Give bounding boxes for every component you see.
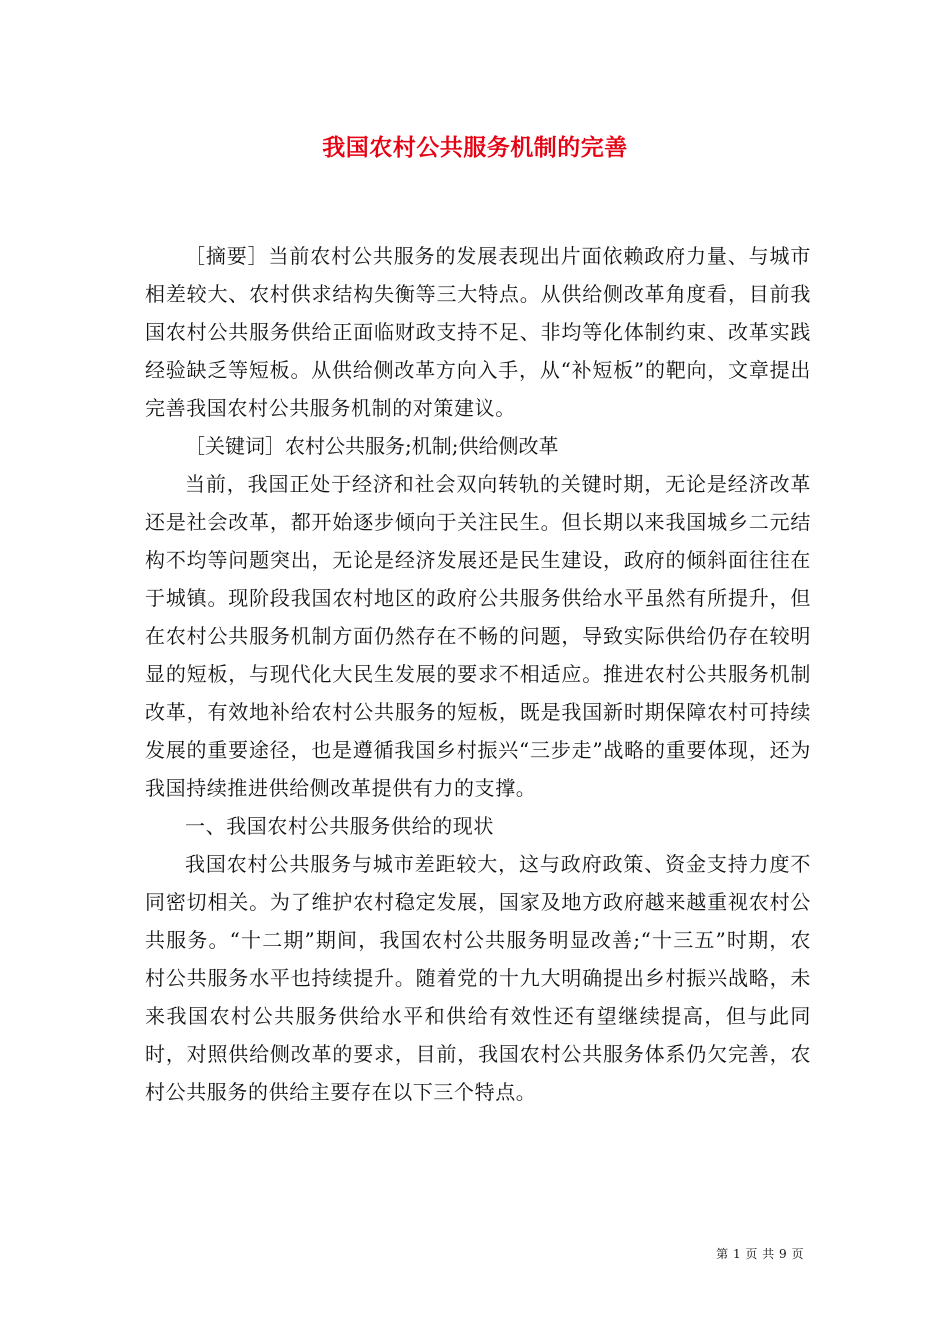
keywords-paragraph: ［关键词］农村公共服务;机制;供给侧改革 [185,434,559,458]
section-heading: 一、我国农村公共服务供给的现状 [185,814,494,838]
document-title: 我国农村公共服务机制的完善 [322,134,628,161]
abstract-paragraph: ［摘要］当前农村公共服务的发展表现出片面依赖政府力量、与城市相差较大、农村供求结构失衡等三大特点。从供给侧改革角度看，目前我国农村公共服务供给正面临财政支持不足、非均等化体制约束、改革实践经验缺乏等短板。从供给侧改革方向入手，从“补短板”的靶向，文章提出完善我国农村公共服务机制的对策建议。 [145,244,811,420]
document-body [145,237,811,1111]
page-number-footer: 第 1 页 共 9 页 [716,1247,804,1261]
section-paragraph: 我国农村公共服务与城市差距较大，这与政府政策、资金支持力度不同密切相关。为了维护农村稳定发展，国家及地方政府越来越重视农村公共服务。“十二期”期间，我国农村公共服务明显改善;“十三五”时期，农村公共服务水平也持续提升。随着党的十九大明确提出乡村振兴战略，未来我国农村公共服务供给水平和供给有效性还有望继续提高，但与此同时，对照供给侧改革的要求，目前，我国农村公共服务体系仍欠完善，农村公共服务的供给主要存在以下三个特点。 [145,852,811,1104]
intro-paragraph: 当前，我国正处于经济和社会双向转轨的关键时期，无论是经济改革还是社会改革，都开始逐步倾向于关注民生。但长期以来我国城乡二元结构不均等问题突出，无论是经济发展还是民生建设，政府的倾斜面往往在于城镇。现阶段我国农村地区的政府公共服务供给水平虽然有所提升，但在农村公共服务机制方面仍然存在不畅的问题，导致实际供给仍存在较明显的短板，与现代化大民生发展的要求不相适应。推进农村公共服务机制改革，有效地补给农村公共服务的短板，既是我国新时期保障农村可持续发展的重要途径，也是遵循我国乡村振兴“三步走”战略的重要体现，还为我国持续推进供给侧改革提供有力的支撑。 [145,472,811,800]
